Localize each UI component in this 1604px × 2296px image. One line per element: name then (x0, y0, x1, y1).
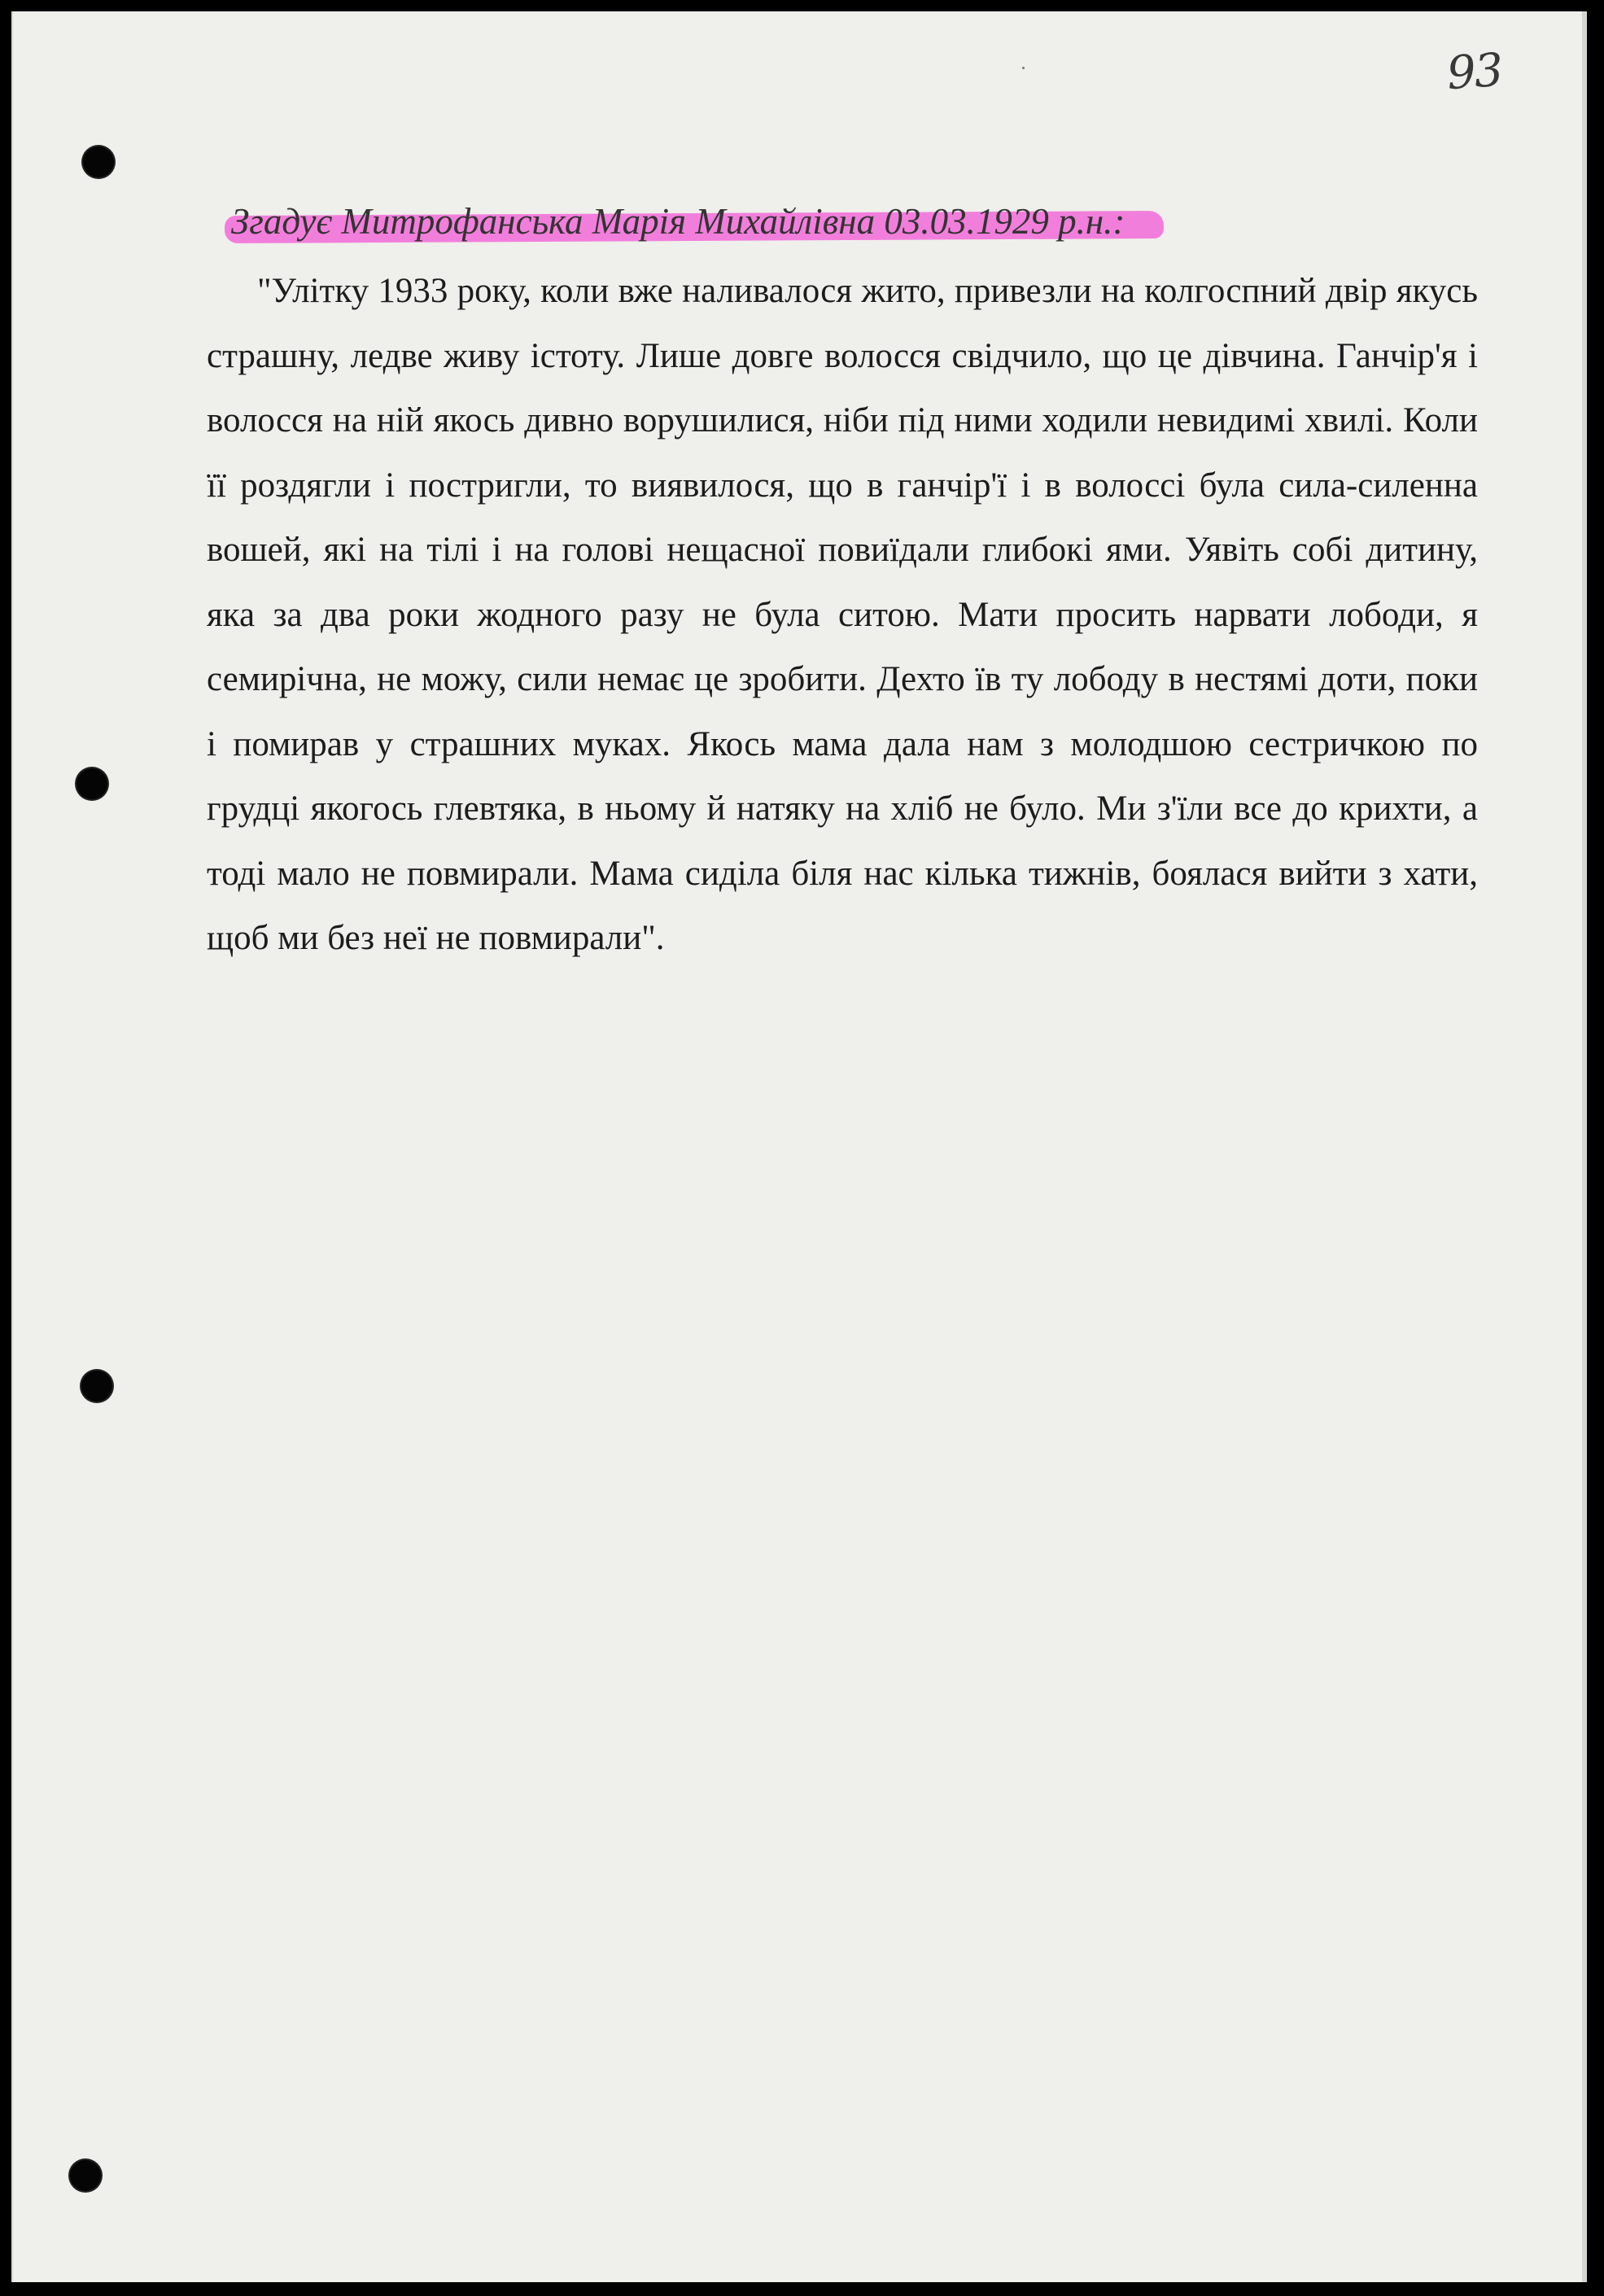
page-edge-shadow (1582, 11, 1587, 2282)
testimony-body: "Улітку 1933 року, коли вже наливалося жито, привезли на колгоспний двір якусь страшну, ледве живу істоту. Лише довге волосся свідчило, що це дівчина. Ганчір'я і волосся на ній якось дивно ворушилися, ніби під ними ходили невидимі хвилі. Коли її роздягли і постригли, то виявилося, що в ганчір'ї і в волоссі була сила-силенна вошей, які на тілі і на голові нещасної повиїдали глибокі ями. Уявіть собі дитину, яка за два роки жодного разу не була ситою. Мати просить нарвати лободи, я семирічна, не можу, сили немає це зробити. Дехто їв ту лободу в нестямі доти, поки і помирав у страшних муках. Якось мама дала нам з молодшою сестричкою по грудці якогось глевтяка, в ньому й натяку на хліб не було. Ми з'їли все до крихти, а тоді мало не повмирали. Мама сиділа біля нас кілька тижнів, боялася вийти з хати, щоб ми без неї не повмирали". (207, 272, 1478, 957)
punch-hole (83, 147, 114, 177)
punch-hole (70, 2160, 101, 2191)
paper-speck (1022, 67, 1025, 69)
punch-hole (81, 1371, 112, 1402)
handwritten-page-number: 93 (1444, 43, 1504, 101)
punch-hole (76, 768, 107, 799)
heading-block (231, 197, 1125, 246)
testimony-heading: Згадує Митрофанська Марія Михайлівна 03.03.1929 р.н.: (231, 201, 1125, 242)
document-page (11, 11, 1587, 2282)
